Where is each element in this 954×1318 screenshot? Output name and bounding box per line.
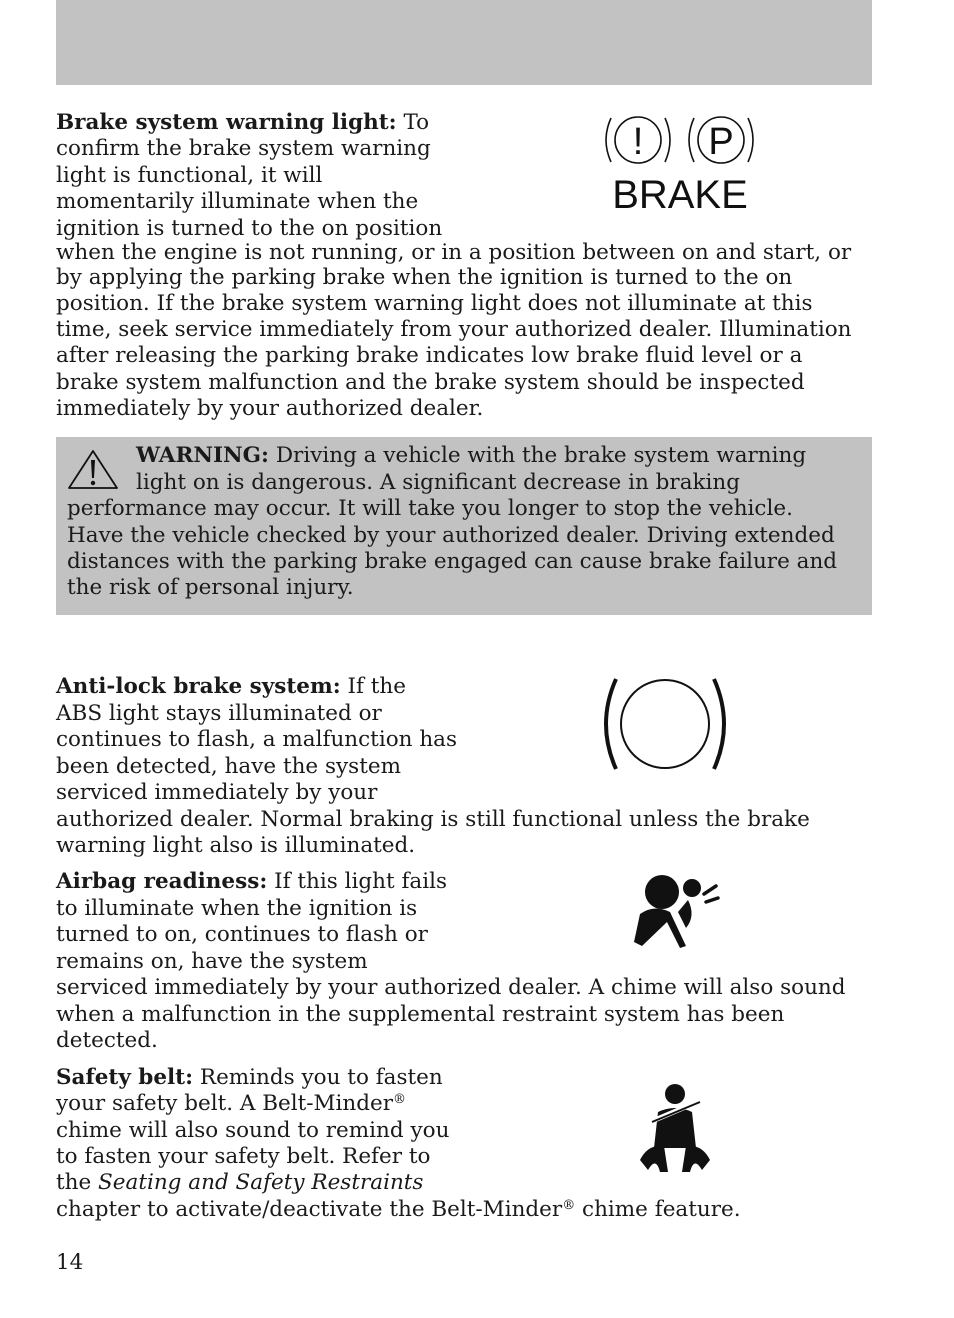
abs-line-5: serviced immediately by your bbox=[56, 780, 378, 805]
abs-icon bbox=[600, 674, 730, 778]
airbag-line-5: serviced immediately by your authorized dealer. A chime will also sound bbox=[56, 975, 846, 1000]
airbag-line-4: remains on, have the system bbox=[56, 949, 368, 974]
belt-line-4: to fasten your safety belt. Refer to bbox=[56, 1144, 431, 1169]
warning-line-3: performance may occur. It will take you longer to stop the vehicle. bbox=[67, 496, 793, 521]
belt-heading: Safety belt: bbox=[56, 1065, 194, 1090]
brake-line-8: position. If the brake system warning light does not illuminate at this bbox=[56, 291, 813, 316]
warning-triangle-icon bbox=[66, 448, 120, 492]
registered-mark: ® bbox=[562, 1198, 576, 1213]
brake-line-5: ignition is turned to the on position bbox=[56, 216, 443, 241]
brake-word: BRAKE bbox=[612, 173, 748, 212]
brake-line-7: by applying the parking brake when the ignition is turned to the on bbox=[56, 265, 793, 290]
brake-park-glyph: P bbox=[708, 121, 734, 163]
brake-line-10: after releasing the parking brake indicates low brake fluid level or a bbox=[56, 343, 803, 368]
abs-line-1: Anti-lock brake system: If the bbox=[56, 674, 407, 699]
abs-line-3: continues to flash, a malfunction has bbox=[56, 727, 458, 752]
abs-line-4: been detected, have the system bbox=[56, 754, 401, 779]
brake-line-1: Brake system warning light: To bbox=[56, 110, 430, 135]
warning-line-2: light on is dangerous. A significant decrease in braking bbox=[136, 470, 741, 495]
brake-line-9: time, seek service immediately from your authorized dealer. Illumination bbox=[56, 317, 852, 342]
belt-line-3: chime will also sound to remind you bbox=[56, 1118, 450, 1143]
brake-line-2: confirm the brake system warning bbox=[56, 136, 431, 161]
airbag-line-6: when a malfunction in the supplemental restraint system has been bbox=[56, 1002, 785, 1027]
airbag-icon bbox=[630, 872, 720, 952]
registered-mark: ® bbox=[393, 1092, 407, 1107]
warning-line-4: Have the vehicle checked by your authorized dealer. Driving extended bbox=[67, 523, 835, 548]
warning-heading: WARNING: bbox=[136, 443, 269, 468]
abs-line-2: ABS light stays illuminated or bbox=[56, 701, 382, 726]
belt-line-6: chapter to activate/deactivate the Belt-Minder® chime feature. bbox=[56, 1197, 741, 1222]
airbag-line-2: to illuminate when the ignition is bbox=[56, 896, 418, 921]
warning-line-5: distances with the parking brake engaged can cause brake failure and bbox=[67, 549, 838, 574]
brake-line-12: immediately by your authorized dealer. bbox=[56, 396, 484, 421]
warning-line-1: WARNING: Driving a vehicle with the brake system warning bbox=[136, 443, 807, 468]
brake-heading: Brake system warning light: bbox=[56, 110, 397, 135]
brake-warning-icon bbox=[604, 110, 756, 212]
header-bar bbox=[56, 0, 872, 85]
brake-line-6: when the engine is not running, or in a position between on and start, or bbox=[56, 240, 852, 265]
warning-line-6: the risk of personal injury. bbox=[67, 575, 354, 600]
brake-line-3: light is functional, it will bbox=[56, 163, 323, 188]
belt-line-2: your safety belt. A Belt-Minder® bbox=[56, 1091, 407, 1116]
abs-line-6: authorized dealer. Normal braking is still functional unless the brake bbox=[56, 807, 810, 832]
abs-line-7: warning light also is illuminated. bbox=[56, 833, 416, 858]
brake-line-11: brake system malfunction and the brake system should be inspected bbox=[56, 370, 805, 395]
abs-heading: Anti-lock brake system: bbox=[56, 674, 341, 699]
belt-line-5: the Seating and Safety Restraints bbox=[56, 1170, 424, 1195]
page-number: 14 bbox=[56, 1250, 84, 1275]
airbag-line-7: detected. bbox=[56, 1028, 158, 1053]
airbag-heading: Airbag readiness: bbox=[56, 869, 268, 894]
belt-line-1: Safety belt: Reminds you to fasten bbox=[56, 1065, 443, 1090]
airbag-line-3: turned to on, continues to flash or bbox=[56, 922, 428, 947]
safety-belt-icon bbox=[636, 1082, 714, 1178]
brake-line-4: momentarily illuminate when the bbox=[56, 189, 419, 214]
chapter-reference: Seating and Safety Restraints bbox=[98, 1170, 424, 1195]
brake-exclaim-glyph: ! bbox=[632, 121, 644, 163]
airbag-line-1: Airbag readiness: If this light fails bbox=[56, 869, 448, 894]
